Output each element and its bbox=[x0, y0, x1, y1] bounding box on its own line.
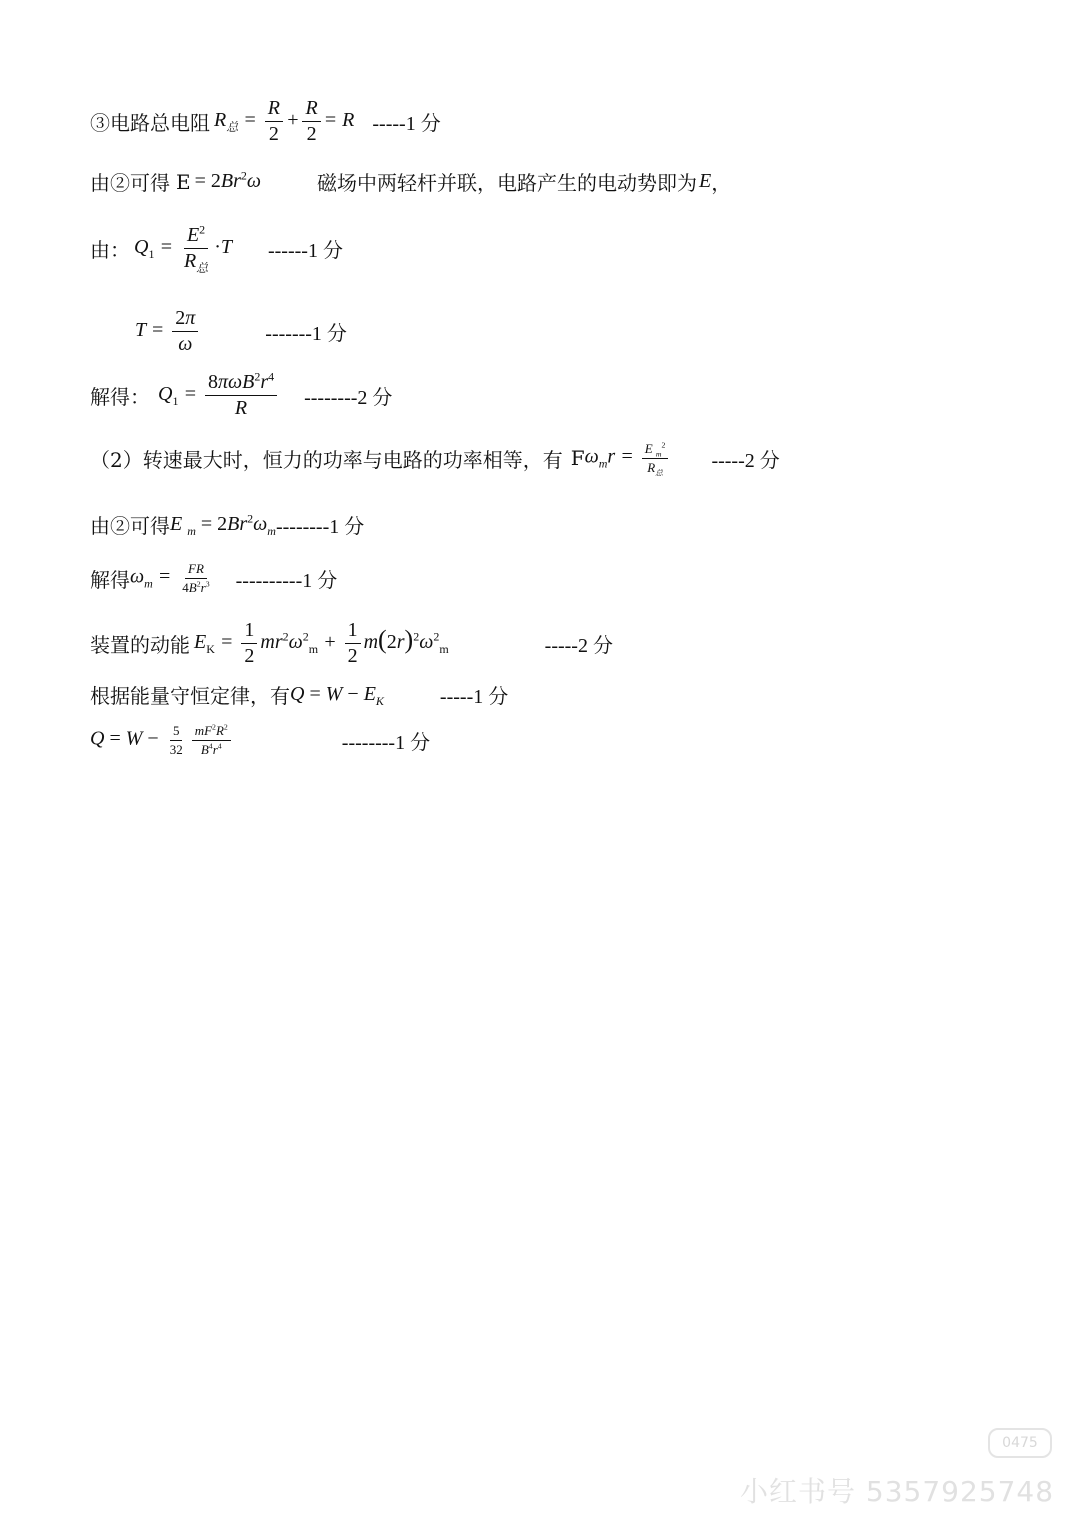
formula-final-heat: Q = W − $\frac{5}{32}$ $\frac{mF^2R^2}{B^4r^4}$ bbox=[90, 724, 234, 756]
line-prefix: 根据能量守恒定律，有 bbox=[90, 684, 290, 708]
score-mark: ------1 分 bbox=[267, 240, 343, 262]
score-mark: -----1 分 bbox=[439, 686, 509, 708]
force-label: F bbox=[570, 446, 585, 471]
formula-solve-omega: $\omega_m$ = $\frac{FR}{4B^2r^3}$ bbox=[130, 561, 210, 595]
score-mark: -----1 分 bbox=[372, 113, 441, 135]
line-final-heat bbox=[90, 724, 430, 756]
line-kinetic-energy bbox=[90, 620, 613, 667]
line-solve-q1 bbox=[90, 369, 393, 419]
line-prefix: 解得： bbox=[90, 385, 150, 409]
score-mark: -----2 分 bbox=[544, 635, 613, 657]
score-mark: ----------1 分 bbox=[235, 569, 338, 592]
watermark-text: 小红书号 5357925748 bbox=[740, 1475, 1055, 1508]
formula-period: T = $\frac{2\pi}{\omega}$ bbox=[135, 308, 201, 355]
score-mark: -------1 分 bbox=[265, 323, 347, 345]
formula-solve-q1: $Q_1$ = $\frac{8\pi\omega B^2r^4}{R}$ bbox=[158, 372, 280, 419]
formula-heat-q1: $Q_1$ = $\frac{E^2}{R_总}$ ·T bbox=[134, 222, 232, 275]
line-period bbox=[135, 308, 347, 355]
line-solve-omega bbox=[90, 562, 337, 594]
line-prefix: 由： bbox=[90, 238, 130, 262]
line-energy-conservation bbox=[90, 680, 508, 709]
emf-symbol: E bbox=[699, 170, 712, 192]
formula-energy-conservation: $Q = W - E_K$ bbox=[290, 683, 384, 708]
score-mark: --------2 分 bbox=[304, 387, 393, 409]
line-prefix: （2）转速最大时，恒力的功率与电路的功率相等，有 bbox=[90, 447, 563, 472]
score-mark: --------1 分 bbox=[341, 731, 431, 754]
line-heat-q1 bbox=[90, 222, 343, 275]
score-mark: -----2 分 bbox=[711, 449, 780, 472]
line-power-balance bbox=[90, 440, 780, 478]
line-total-resistance bbox=[90, 98, 441, 145]
formula-total-resistance: $R_总$ = $\frac{R}{2}$ + $\frac{R}{2}$ = R bbox=[214, 97, 355, 145]
line-desc: 磁场中两轻杆并联，电路产生的电动势即为 bbox=[317, 171, 698, 195]
formula-max-emf: E $_m = 2Br^2\omega_m$ bbox=[170, 511, 276, 538]
score-mark: --------1 分 bbox=[275, 516, 365, 538]
line-max-emf bbox=[90, 510, 364, 539]
line-prefix: 解得 bbox=[90, 567, 130, 592]
formula-power-balance: $\omega_mr$ = $\frac{E _m^2}{R_总}$ bbox=[585, 442, 672, 474]
formula-emf: = $2Br^2\omega$ bbox=[194, 168, 262, 192]
emf-label: E bbox=[176, 169, 191, 194]
line-prefix: 由②可得 bbox=[90, 514, 170, 538]
line-prefix: 装置的动能 bbox=[90, 633, 190, 657]
line-comma: ， bbox=[711, 171, 732, 195]
watermark-badge: 0475 bbox=[988, 1428, 1052, 1458]
line-prefix: 由②可得 bbox=[90, 171, 170, 195]
line-emf bbox=[90, 167, 731, 196]
line-text: ③电路总电阻 bbox=[90, 111, 210, 135]
formula-kinetic-energy: $E_K$ = $\frac{1}{2}$ $mr^2\omega^2_m$ + $\frac{1}{2}$ $m(2r)^2\omega^2_m$ bbox=[194, 619, 449, 667]
